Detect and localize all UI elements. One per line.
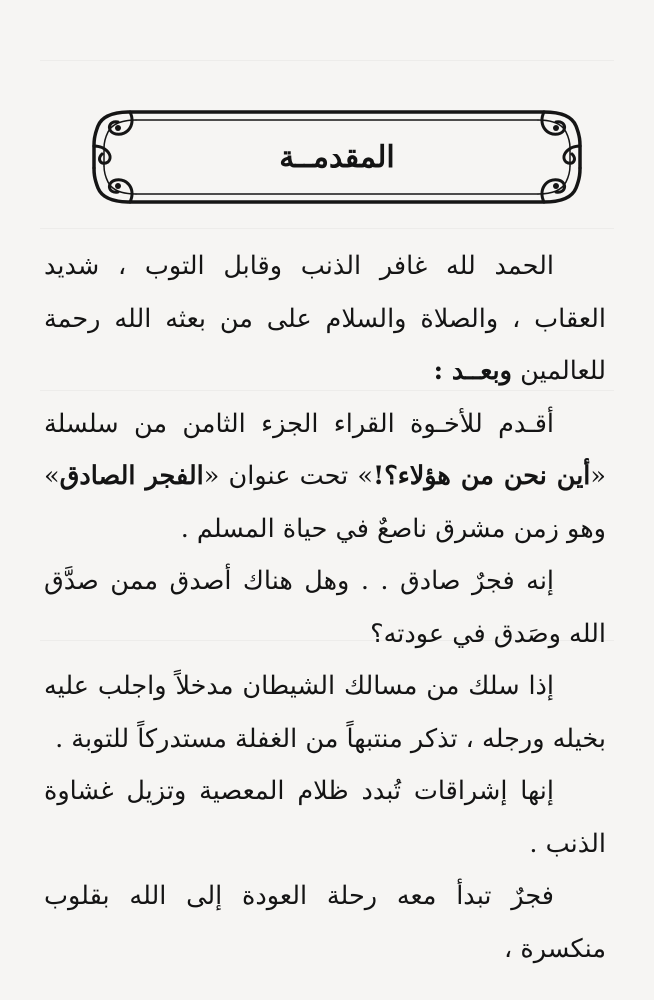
bleed-line <box>40 228 614 229</box>
text-run: فجرٌ تبدأ معه رحلة العودة إلى الله بقلوب منكسرة ، <box>44 881 606 964</box>
bleed-line <box>40 60 614 61</box>
paragraph <box>44 765 606 870</box>
page-title: المقدمــة <box>279 140 395 175</box>
body-text <box>44 240 606 975</box>
text-run: وبعــد : <box>433 356 512 386</box>
paragraph <box>44 240 606 398</box>
paragraph <box>44 555 606 660</box>
text-run: الحمد لله غافر الذنب وقابل التوب ، شديد العقاب ، والصلاة والسلام على من بعثه الله رحمة للعالمين <box>44 251 606 386</box>
text-run: » تحت عنوان « <box>203 461 373 491</box>
text-run: إنها إشراقات تُبدد ظلام المعصية وتزيل غشاوة الذنب . <box>44 776 606 859</box>
text-run: » وهو زمن مشرق ناصعٌ في حياة المسلم . <box>44 461 606 544</box>
paragraph <box>44 660 606 765</box>
text-run: إذا سلك من مسالك الشيطان مدخلاً واجلب عليه بخيله ورجله ، تذكر منتبهاً من الغفلة مستدركاً للتوبة . <box>44 671 606 754</box>
text-run: أقـدم للأخـوة القراء الجزء الثامن من سلسلة « <box>44 408 606 491</box>
paragraph <box>44 398 606 556</box>
paragraph <box>44 870 606 975</box>
text-run: إنه فجرٌ صادق . . وهل هناك أصدق ممن صدَّق الله وصَدق في عودته؟ <box>44 566 606 649</box>
series-name: أين نحن من هؤلاء؟! <box>373 461 591 491</box>
book-subtitle: الفجر الصادق <box>59 461 204 491</box>
